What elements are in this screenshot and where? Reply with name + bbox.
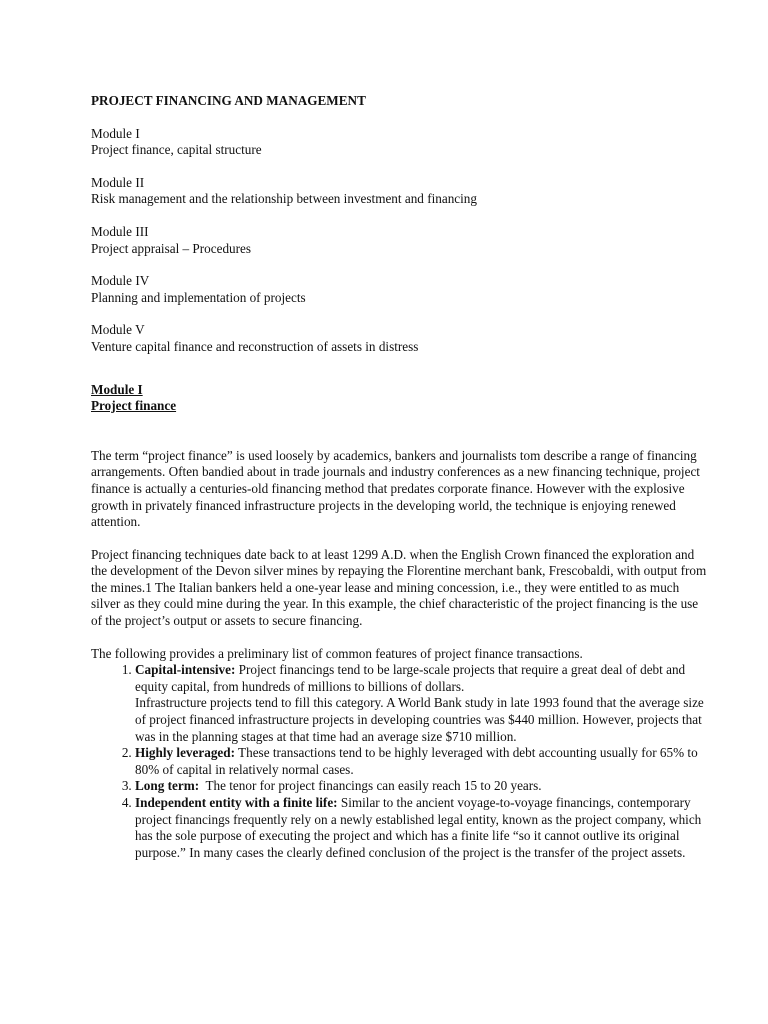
section-heading bbox=[91, 382, 708, 415]
module-topic: Project appraisal – Procedures bbox=[91, 240, 252, 256]
body-paragraph-2: Project financing techniques date back to at least 1299 A.D. when the English Crown financed the exploration and the development of the Devon silver mines by repaying the Florentine merchant bank, Frescobaldi, with output from the mines.1 The Italian bankers held a one-year lease and mining concession, i.e., they were entitled to as much silver as they could mine during the year. In this example, the chief characteristic of the project financing is the use of the project’s output or assets to secure financing. bbox=[91, 546, 707, 629]
feature-term: Highly leveraged: bbox=[135, 745, 235, 761]
module-label: Module IV bbox=[91, 273, 150, 289]
module-topic: Risk management and the relationship between investment and financing bbox=[91, 191, 477, 207]
feature-text: Project financings tend to be large-scale projects that require a great deal of debt and equity capital, from hundreds of millions to billions of dollars. bbox=[135, 662, 686, 694]
feature-text: These transactions tend to be highly leveraged with debt accounting usually for 65% to 80% of capital in relatively normal cases. bbox=[135, 745, 698, 777]
body-paragraph-1: The term “project finance” is used loosely by academics, bankers and journalists tom describe a range of financing arrangements. Often bandied about in trade journals and industry conferences as a new financing technique, project finance is actually a centuries-old financing method that predates corporate finance. However with the explosive growth in privately financed infrastructure projects in the developing world, the technique is enjoying renewed attention. bbox=[91, 447, 700, 530]
module-entry-5 bbox=[91, 322, 708, 355]
module-topic: Planning and implementation of projects bbox=[91, 289, 306, 305]
feature-extra: Infrastructure projects tend to fill this category. A World Bank study in late 1993 found that the average size of project financed infrastructure projects in developing countries was $440 million. However, projects that was in the planning stages at that time had an average size $710 million. bbox=[135, 695, 704, 744]
module-entry-1 bbox=[91, 126, 708, 159]
module-entry-2 bbox=[91, 175, 708, 208]
module-label: Module V bbox=[91, 322, 145, 338]
features-list bbox=[91, 662, 708, 861]
feature-item bbox=[135, 745, 708, 778]
module-label: Module I bbox=[91, 125, 140, 141]
module-topic: Project finance, capital structure bbox=[91, 142, 262, 158]
feature-item bbox=[135, 662, 708, 745]
module-entry-3 bbox=[91, 224, 708, 257]
feature-text: The tenor for project financings can easily reach 15 to 20 years. bbox=[199, 778, 542, 794]
module-topic: Venture capital finance and reconstruction of assets in distress bbox=[91, 338, 419, 354]
section-title: Project finance bbox=[91, 398, 177, 414]
module-entry-4 bbox=[91, 273, 708, 306]
module-label: Module III bbox=[91, 223, 149, 239]
feature-term: Capital-intensive: bbox=[135, 662, 236, 678]
document-title: PROJECT FINANCING AND MANAGEMENT bbox=[91, 93, 366, 108]
features-intro: The following provides a preliminary list of common features of project finance transactions. bbox=[91, 645, 583, 661]
section-module-label: Module I bbox=[91, 381, 143, 397]
feature-item bbox=[135, 778, 708, 795]
feature-term: Long term: bbox=[135, 778, 200, 794]
feature-term: Independent entity with a finite life: bbox=[135, 795, 338, 810]
feature-text: Similar to the ancient voyage-to-voyage financings, contemporary project financings frequently rely on a newly established legal entity, known as the project company, which has the sole purpose of executing the project and which has a finite life “so it cannot outlive its original purpose.” In many cases the clearly defined conclusion of the project is the transfer of the project assets. bbox=[135, 795, 702, 860]
feature-item bbox=[135, 795, 708, 861]
module-label: Module II bbox=[91, 174, 145, 190]
